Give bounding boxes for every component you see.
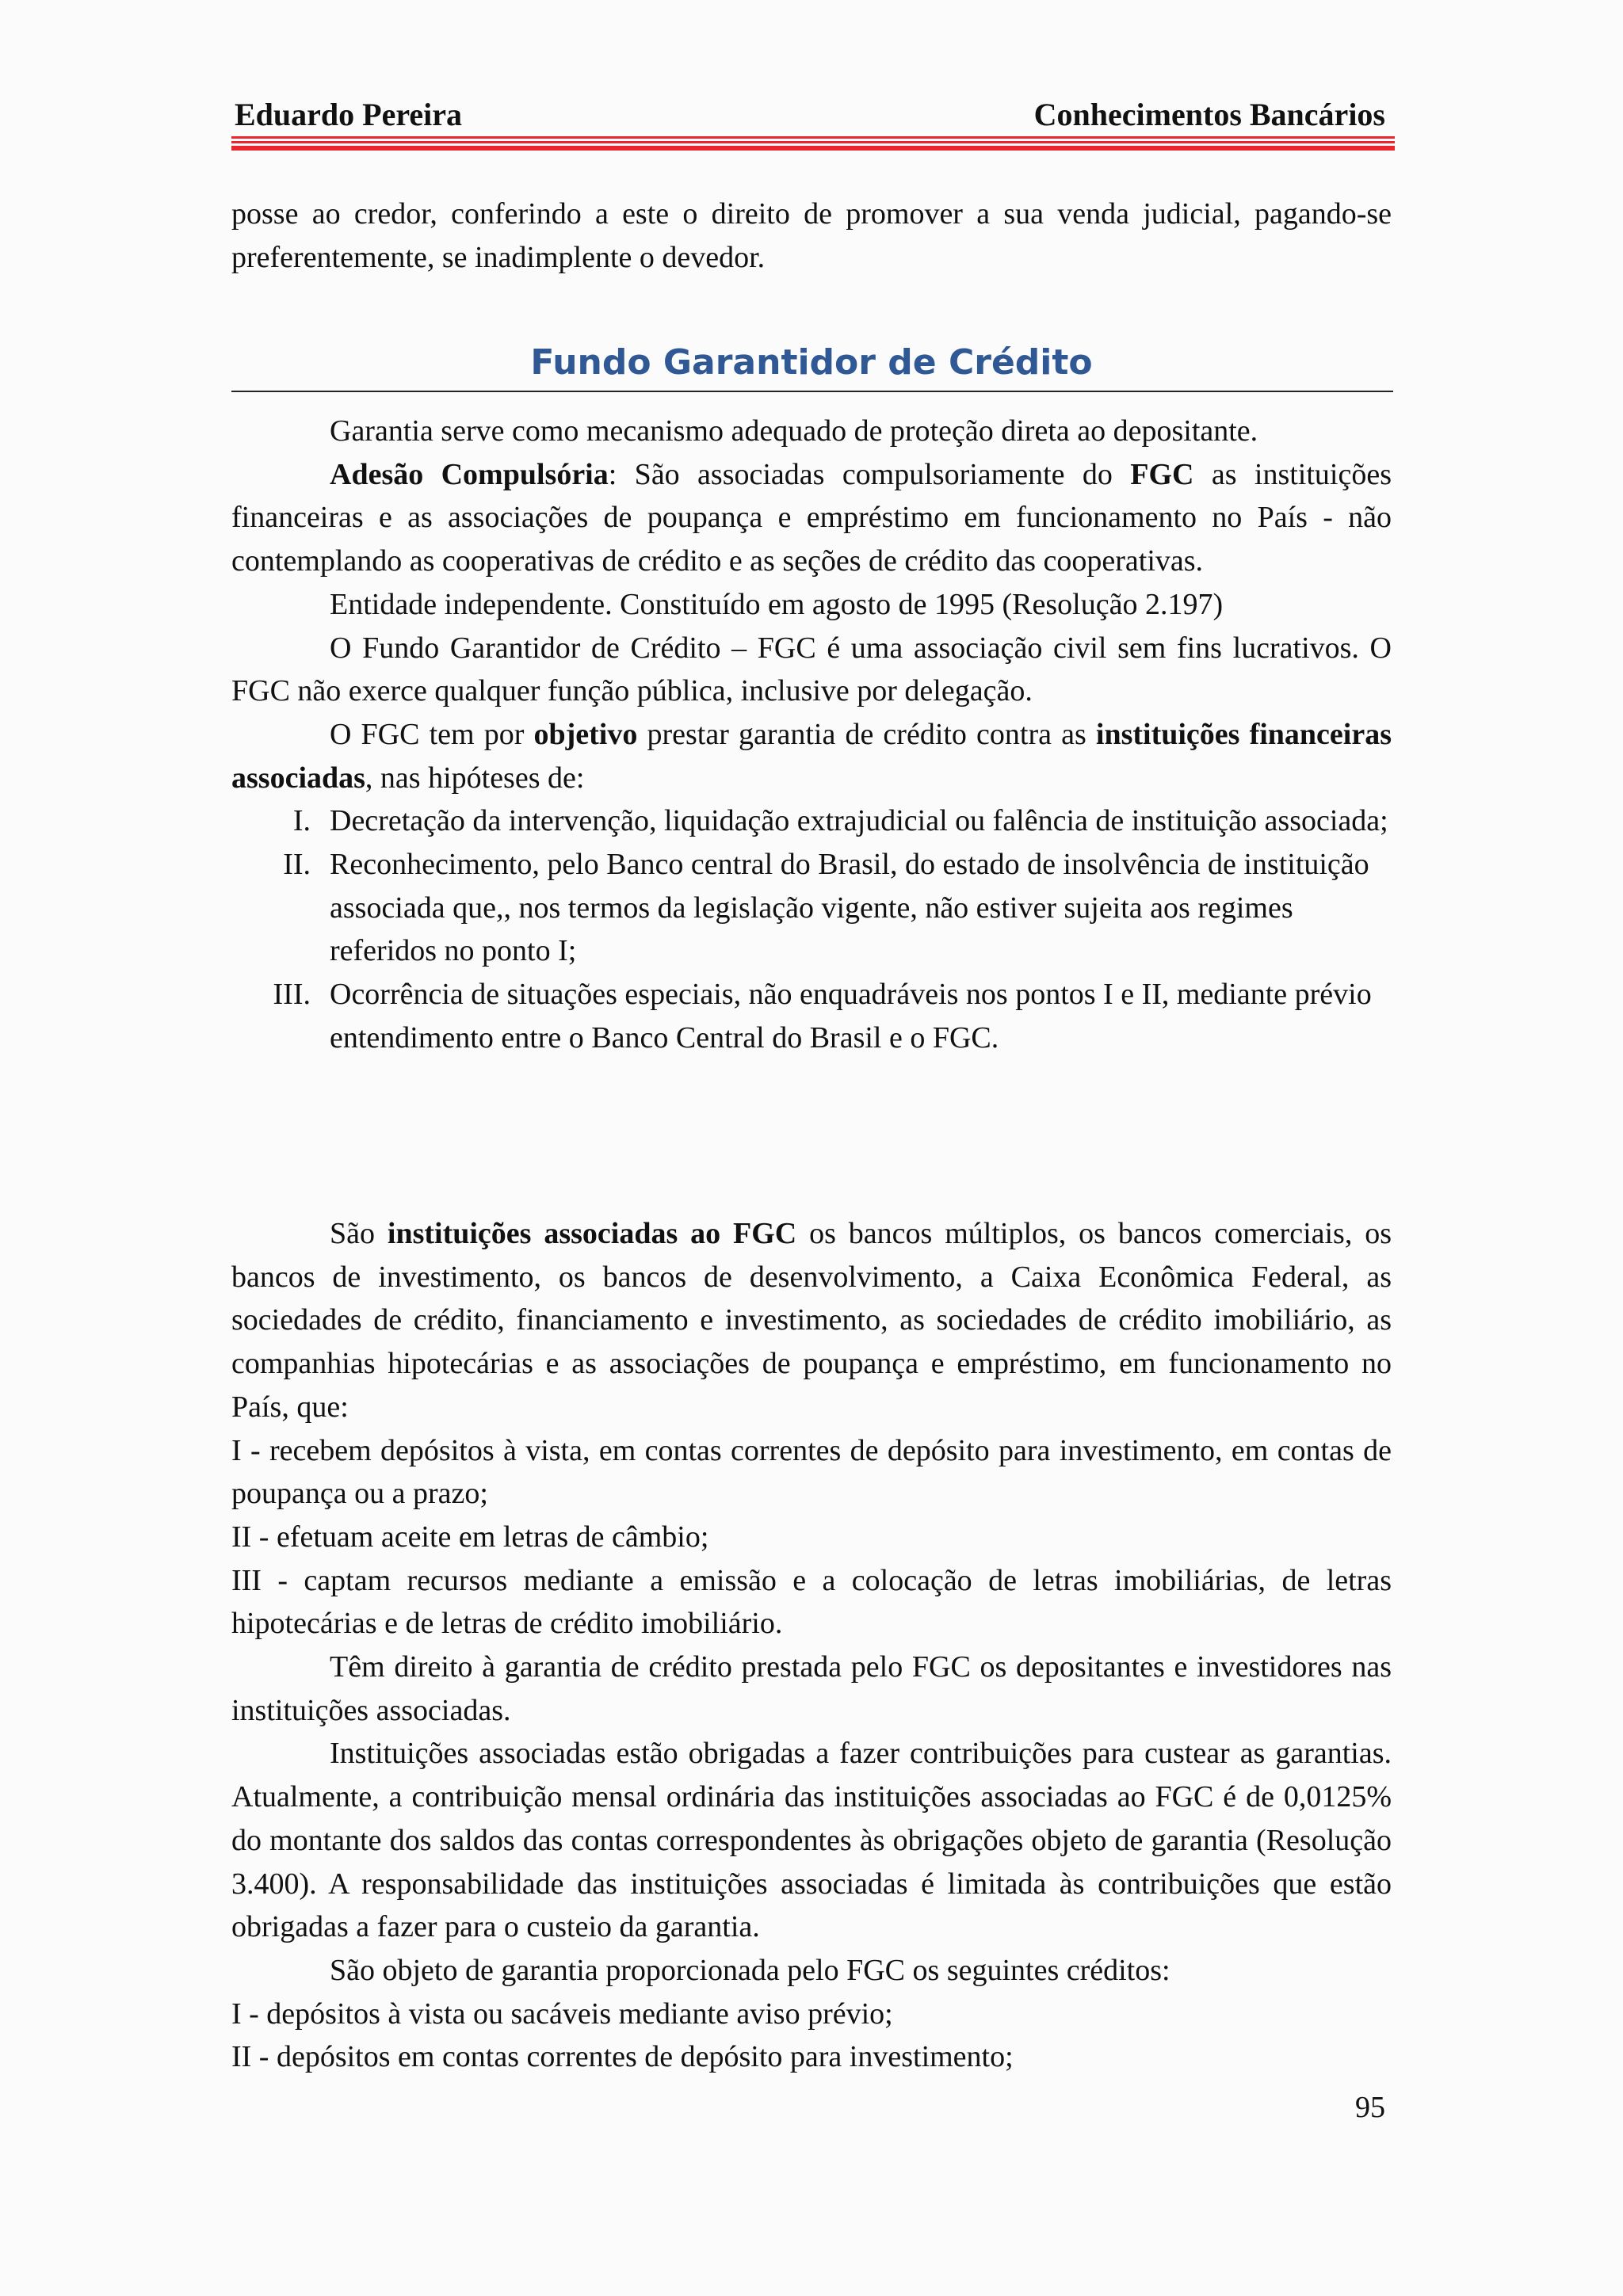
header-rule xyxy=(231,146,1395,151)
intro-paragraph: posse ao credor, conferindo a este o direito de promover a sua venda judicial, pagando-se preferentemente, se inadimplente o devedor. xyxy=(231,197,1392,274)
header-rule xyxy=(231,141,1395,143)
list-item: I - recebem depósitos à vista, em contas correntes de depósito para investimento, em contas de poupança ou a prazo; xyxy=(231,1433,1392,1511)
paragraph-garantia: Garantia serve como mecanismo adequado de proteção direta ao depositante. xyxy=(330,414,1258,448)
section-body-1 xyxy=(231,410,1392,1060)
section-body-2 xyxy=(231,1212,1392,2079)
paragraph-fgc-definition: O Fundo Garantidor de Crédito – FGC é uma associação civil sem fins lucrativos. O FGC não exerce qualquer função pública, inclusive por delegação. xyxy=(231,631,1392,708)
page-number: 95 xyxy=(1355,2091,1385,2124)
list-item: III - captam recursos mediante a emissão e a colocação de letras imobiliárias, de letras hipotecárias e de letras de crédito imobiliário. xyxy=(231,1563,1392,1641)
header-author: Eduardo Pereira xyxy=(235,97,463,132)
paragraph-objeto-garantia: São objeto de garantia proporcionada pelo FGC os seguintes créditos: xyxy=(330,1953,1170,1987)
list-item: II. Reconhecimento, pelo Banco central do Brasil, do estado de insolvência de instituição associada que,, nos termos da legislação vigente, não estiver sujeita aos regimes referidos no ponto I; xyxy=(283,848,1369,968)
list-item: II - depósitos em contas correntes de depósito para investimento; xyxy=(231,2040,1014,2074)
section-title-rule xyxy=(231,391,1393,392)
list-item: II - efetuam aceite em letras de câmbio; xyxy=(231,1520,709,1554)
adesao-term: Adesão Compulsória xyxy=(330,457,609,491)
running-header xyxy=(231,95,1392,135)
list-item: I. Decretação da intervenção, liquidação extrajudicial ou falência de instituição associada; xyxy=(292,804,1388,838)
section-title: Fundo Garantidor de Crédito xyxy=(530,342,1093,383)
paragraph-objetivo: O FGC tem por objetivo prestar garantia de crédito contra as instituições financeiras associadas, nas hipóteses de: xyxy=(231,717,1392,795)
list-item: III. Ocorrência de situações especiais, não enquadráveis nos pontos I e II, mediante prévio entendimento entre o Banco Central do Brasil e o FGC. xyxy=(273,978,1372,1055)
paragraph-instituicoes-associadas: São instituições associadas ao FGC os bancos múltiplos, os bancos comerciais, os bancos de investimento, os bancos de desenvolvimento, a Caixa Econômica Federal, as sociedades de crédito, financiamento e investimento, as sociedades de crédito imobiliário, as companhias hipotecárias e as associações de poupança e empréstimo, em funcionamento no País, que: xyxy=(231,1217,1392,1424)
paragraph-entidade: Entidade independente. Constituído em agosto de 1995 (Resolução 2.197) xyxy=(330,587,1224,621)
list-item: I - depósitos à vista ou sacáveis mediante aviso prévio; xyxy=(231,1997,893,2031)
header-book-title: Conhecimentos Bancários xyxy=(1033,97,1385,132)
paragraph-direito-garantia: Têm direito à garantia de crédito prestada pelo FGC os depositantes e investidores nas instituições associadas. xyxy=(231,1650,1392,1727)
hypotheses-list xyxy=(231,799,1392,1059)
header-rule xyxy=(231,136,1395,139)
intro-block xyxy=(231,193,1392,279)
paragraph-contribuicoes: Instituições associadas estão obrigadas a fazer contribuições para custear as garantias. Atualmente, a contribuição mensal ordinária das instituições associadas ao FGC é de 0,0125% do montante dos saldos das contas correspondentes às obrigações objeto de garantia (Resolução 3.400). A responsabilidade das instituições associadas é limitada às contribuições que estão obrigadas a fazer para o custeio da garantia. xyxy=(231,1737,1392,1944)
paragraph-adesao: Adesão Compulsória: São associadas compulsoriamente do FGC as instituições financeiras e as associações de poupança e empréstimo em funcionamento no País - não contemplando as cooperativas de crédito e as seções de crédito das cooperativas. xyxy=(231,457,1392,578)
